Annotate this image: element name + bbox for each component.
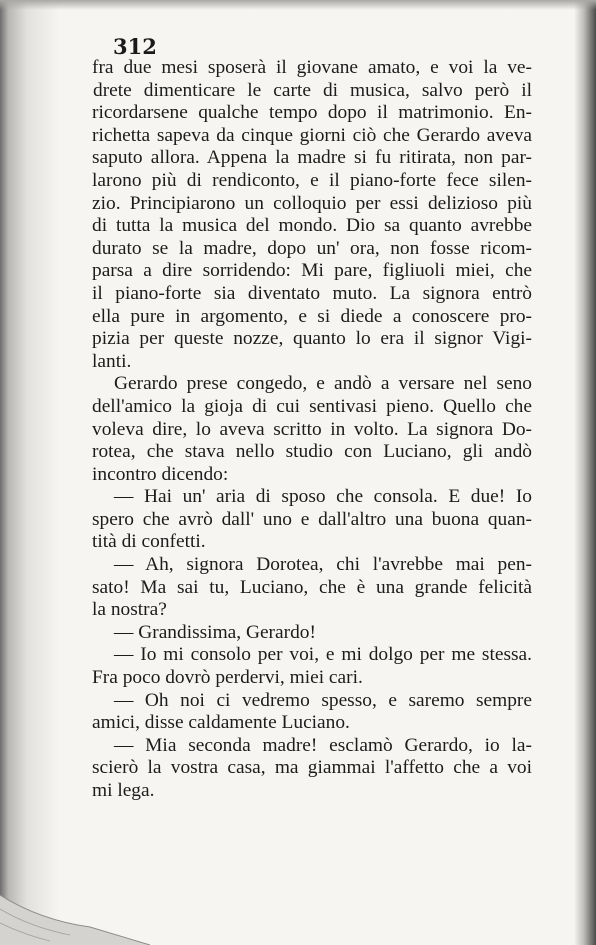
- text-line: — Oh noi ci vedremo spesso, e saremo sempre: [114, 689, 532, 711]
- text-line: lanti.: [92, 350, 132, 372]
- text-line: scierò la vostra casa, ma giammai l'affetto che a voi: [92, 757, 532, 779]
- text-line: — Ah, signora Dorotea, chi l'avrebbe mai pen-: [114, 554, 532, 576]
- text-line: ella pure in argomento, e si diede a conoscere pro-: [92, 305, 532, 327]
- page-right-edge: [574, 0, 596, 945]
- text-line: la nostra?: [92, 599, 167, 621]
- text-line: — Io mi consolo per voi, e mi dolgo per me stessa.: [114, 644, 532, 666]
- text-line: saputo allora. Appena la madre si fu ritirata, non par-: [92, 147, 532, 169]
- text-line: — Mia seconda madre! esclamò Gerardo, io la-: [114, 734, 532, 756]
- text-line: dell'amico la gioja di cui sentivasi pieno. Quello che: [92, 395, 532, 417]
- page-top-edge: [0, 0, 596, 10]
- text-line: il piano-forte sia diventato muto. La signora entrò: [92, 282, 532, 304]
- text-line: amici, disse caldamente Luciano.: [92, 712, 350, 734]
- text-line: larono più di rendiconto, e il piano-forte fece silen-: [92, 169, 532, 191]
- text-line: mi lega.: [92, 780, 155, 801]
- body-text: [92, 57, 532, 803]
- text-line: pizia per queste nozze, quanto lo era il signor Vigi-: [92, 328, 532, 350]
- text-line: Gerardo prese congedo, e andò a versare nel seno: [114, 373, 532, 395]
- text-line: spero che avrò dall' uno e dall'altro una buona quan-: [92, 508, 532, 530]
- text-line: di tutta la musica del mondo. Dio sa quanto avrebbe: [92, 215, 532, 237]
- page-gutter-shadow: [0, 0, 60, 945]
- text-line: zio. Principiarono un colloquio per essi delizioso più: [92, 192, 532, 214]
- text-line: — Grandissima, Gerardo!: [114, 621, 316, 643]
- text-line: incontro dicendo:: [92, 463, 229, 485]
- text-line: ricordarsene qualche tempo dopo il matrimonio. En-: [92, 102, 532, 124]
- text-line: Fra poco dovrò perdervi, miei cari.: [92, 667, 363, 689]
- text-line: rotea, che stava nello studio con Luciano, gli andò: [92, 441, 532, 463]
- text-line: sato! Ma sai tu, Luciano, che è una grande felicità: [92, 576, 532, 598]
- text-line: tità di confetti.: [92, 531, 206, 553]
- text-line: durato se la madre, dopo un' ora, non fosse ricom-: [92, 237, 532, 259]
- page-number: 312: [113, 34, 157, 59]
- text-line: fra due mesi sposerà il giovane amato, e voi la ve-: [92, 57, 532, 78]
- text-line: — Hai un' aria di sposo che consola. E due! Io: [114, 486, 532, 508]
- text-line: parsa a dire sorridendo: Mi pare, figliuoli miei, che: [92, 260, 532, 282]
- text-line: drete dimenticare le carte di musica, salvo però il: [93, 79, 532, 101]
- text-line: voleva dire, lo aveva scritto in volto. La signora Do-: [92, 418, 532, 440]
- text-line: richetta sapeva da cinque giorni ciò che Gerardo aveva: [92, 124, 532, 146]
- folded-corner-decoration: [0, 865, 160, 945]
